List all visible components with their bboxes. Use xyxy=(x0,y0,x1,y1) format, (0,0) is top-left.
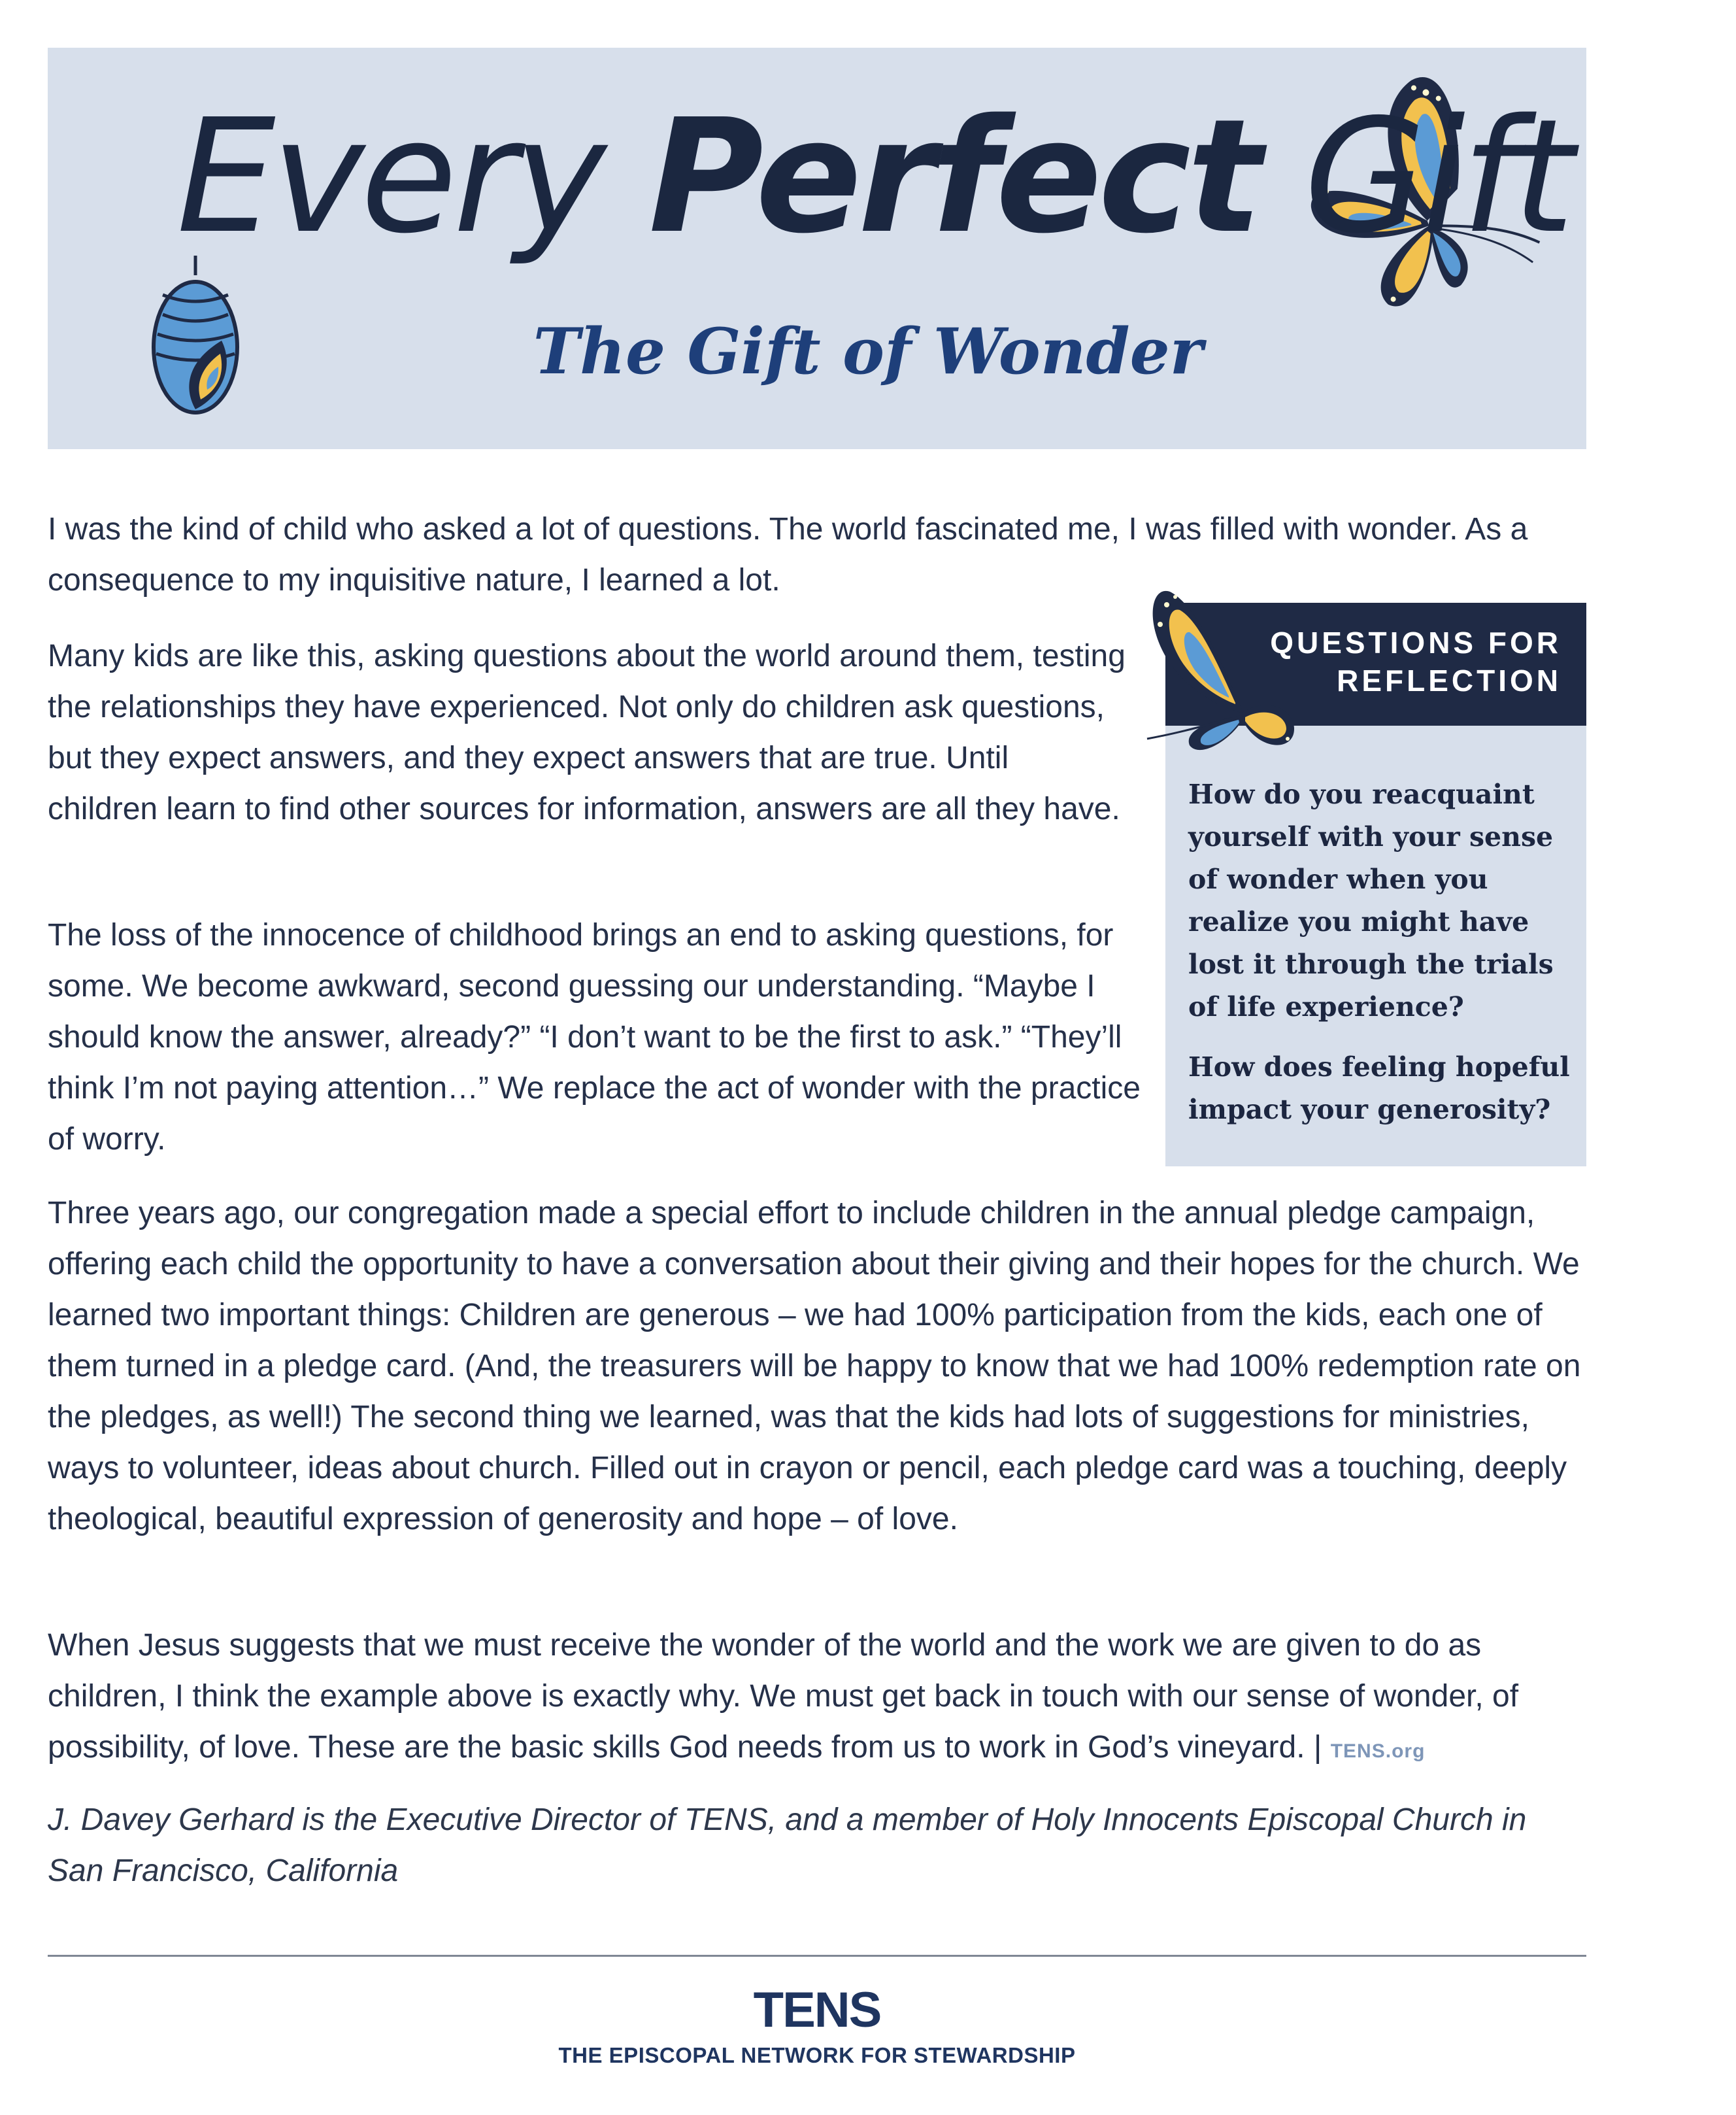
paragraph-2: Many kids are like this, asking questions about the world around them, testing the relationships they have experienced. Not only do children ask questions, but they expect answers, and they expect answers that are true. Until children learn to find other sources for information, answers are all they have. xyxy=(48,639,1126,826)
subtitle: The Gift of Wonder xyxy=(533,314,1203,388)
author-byline: J. Davey Gerhard is the Executive Director of TENS, and a member of Holy Innocents Episcopal Church in San Francisco, California xyxy=(48,1802,1527,1888)
organization-name: THE EPISCOPAL NETWORK FOR STEWARDSHIP xyxy=(558,2043,1076,2067)
paragraph-4: Three years ago, our congregation made a special effort to include children in the annual pledge campaign, offering each child the opportunity to have a conversation about their giving and their hopes for the church. We learned two important things: Children are generous – we had 100% participation from the kids, each one of them turned in a pledge card. (And, the treasurers will be happy to know that we had 100% redemption rate on the pledges, as well!) The second thing we learned, was that the kids had lots of suggestions for ministries, ways to volunteer, ideas about church. Filled out in crayon or pencil, each pledge card was a touching, deeply theological, beautiful expression of generosity and hope – of love. xyxy=(48,1196,1581,1536)
reflection-question-2: How does feeling hopeful impact your generosity? xyxy=(1188,1051,1570,1125)
paragraph-5 xyxy=(48,1620,1590,1777)
title-word-perfect: Perfect xyxy=(648,85,1259,268)
reflection-heading: QUESTIONS FOR REFLECTION xyxy=(1270,626,1561,698)
main-title xyxy=(176,85,1571,268)
tens-inline-logo: TENS.org xyxy=(1330,1740,1426,1762)
title-word-gift: Gift xyxy=(1258,85,1571,268)
tens-logo-text: TENS xyxy=(753,1982,881,2038)
butterfly-icon-sidebar xyxy=(1144,579,1327,762)
paragraph-5-text: When Jesus suggests that we must receive the wonder of the world and the work we are given to do as children, I think the example above is exactly why. We must get back in touch with our sense of wonder, of possibility, of love. These are the basic skills God needs from us to work in God’s vineyard. | xyxy=(48,1628,1519,1765)
paragraph-3: The loss of the innocence of childhood brings an end to asking questions, for some. We become awkward, second guessing our understanding. “Maybe I should know the answer, already?” “I don’t want to be the first to ask.” “They’ll think I’m not paying attention…” We replace the act of wonder with the practice of worry. xyxy=(48,918,1141,1157)
tens-logo xyxy=(753,1978,881,2038)
paragraph-1: I was the kind of child who asked a lot of questions. The world fascinated me, I was filled with wonder. As a consequence to my inquisitive nature, I learned a lot. xyxy=(48,512,1528,598)
footer-divider xyxy=(48,1955,1586,1957)
title-word-every: Every xyxy=(176,85,649,268)
reflection-question-1: How do you reacquaint yourself with your sense of wonder when you realize you might have lost it through the trials of life experience? xyxy=(1188,779,1554,1023)
